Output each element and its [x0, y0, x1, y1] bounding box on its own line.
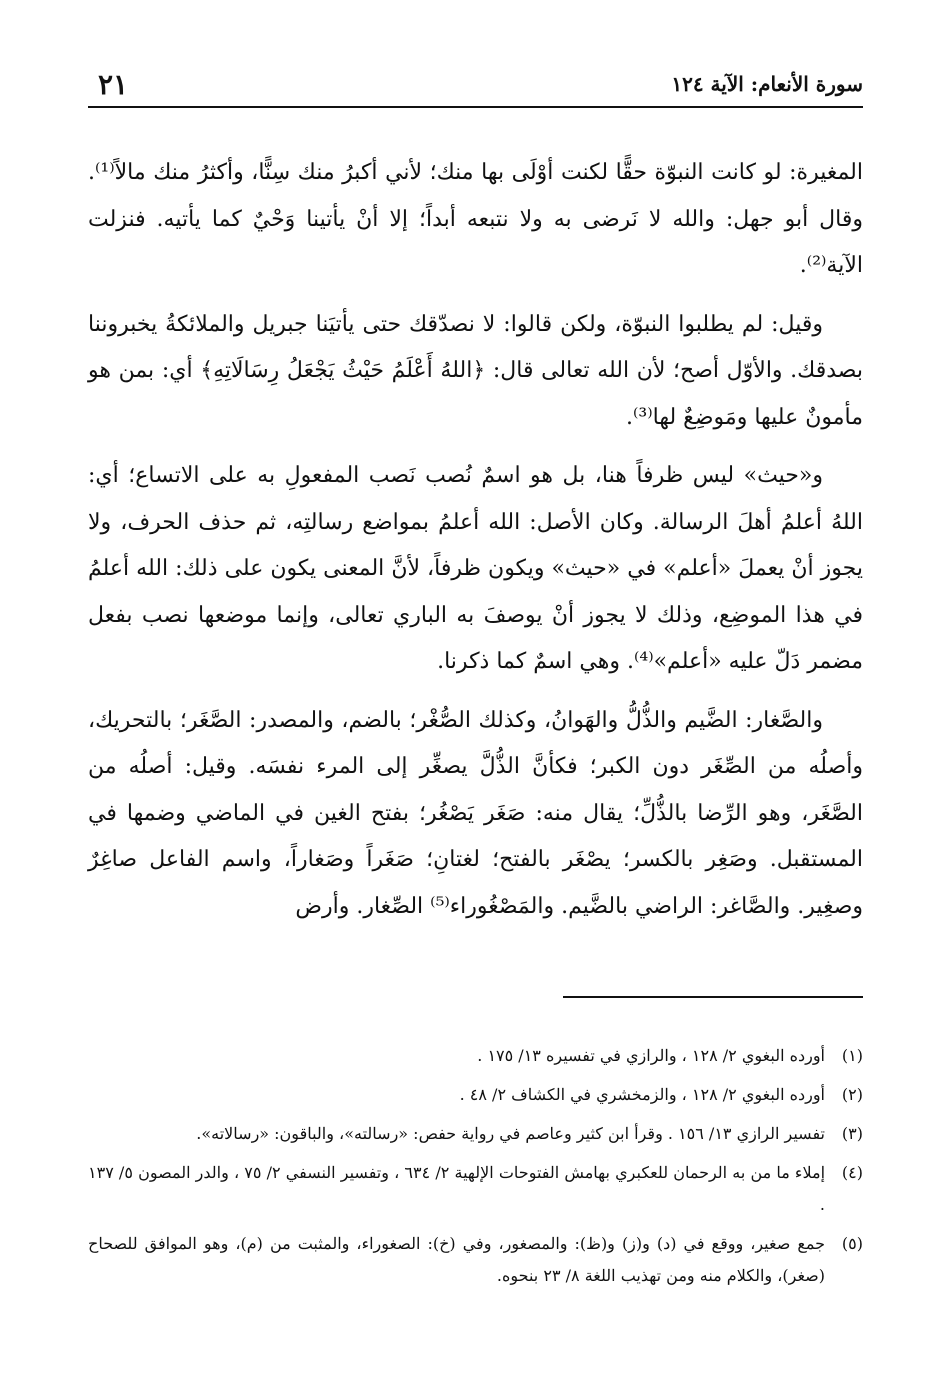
running-title: سورة الأنعام: الآية ١٢٤	[671, 72, 863, 96]
footnotes	[88, 1040, 863, 1299]
paragraph: وقيل: لم يطلبوا النبوّة، ولكن قالوا: لا نصدّقك حتى يأتيَنا جبريل والملائكةُ يخبروننا بصدقك. والأوّل أصح؛ لأن الله تعالى قال: ﴿اللهُ أَعْلَمُ حَيْثُ يَجْعَلُ رِسَالَاتِهِ﴾ أي: بمن هو مأمونٌ عليها ومَوضِعٌ لها⁽³⁾.	[88, 311, 863, 430]
footnote-number: (٢)	[841, 1085, 863, 1104]
footnote	[88, 1118, 863, 1150]
footnote-number: (٥)	[841, 1234, 863, 1253]
footnote-text: تفسير الرازي ١٣/ ١٥٦ . وقرأ ابن كثير وعاصم في رواية حفص: «رسالته»، والباقون: «رسالاته».	[196, 1124, 825, 1143]
footnote-number: (٣)	[841, 1124, 863, 1143]
paragraph: و«حيث» ليس ظرفاً هنا، بل هو اسمٌ نُصب نَصب المفعولِ به على الاتساع؛ أي: اللهُ أعلمُ أهلَ الرسالة. وكان الأصل: الله أعلمُ بمواضع رسالتِه، ثم حذف الحرف، ولا يجوز أنْ يعملَ «أعلم» في «حيث» ويكون ظرفاً، لأنَّ المعنى يكون على ذلك: الله أعلمُ في هذا الموضِع، وذلك لا يجوز أنْ يوصفَ به الباري تعالى، وإنما موضعها نصب بفعل مضمر دَلّ عليه «أعلم»⁽⁴⁾. وهي اسمٌ كما ذكرنا.	[88, 463, 863, 674]
footnote-number: (٤)	[841, 1163, 863, 1182]
page-number: ٢١	[98, 68, 129, 101]
footnote-text: أورده البغوي ٢/ ١٢٨ ، والزمخشري في الكشاف ٢/ ٤٨ .	[459, 1085, 825, 1104]
footnote-separator	[563, 996, 863, 998]
footnote	[88, 1040, 863, 1072]
footnote	[88, 1228, 863, 1292]
footnote-number: (١)	[841, 1046, 863, 1065]
paragraph: والصَّغار: الضَّيم والذُّلُّ والهَوانُ، وكذلك الصُّغْر؛ بالضم، والمصدر: الصَّغَر؛ بالتحريك، وأصلُه من الصِّغَر دون الكبر؛ فكأنَّ الذُّلَّ يصغِّر إلى المرء نفسَه. وقيل: أصلُه من الصَّغَر، وهو الرِّضا بالذُّلِّ؛ يقال منه: صَغَر يَصْغُر؛ بفتح الغين في الماضي وضمها في المستقبل. وصَغِر بالكسر؛ يصْغَر بالفتح؛ لغتانِ؛ صَغَراً وصَغاراً، واسم الفاعل صاغِرٌ وصغِير. والصَّاغر: الراضي بالضَّيم. والمَصْغُوراء⁽⁵⁾ الصِّغار. وأرض	[88, 707, 863, 919]
footnote-text: أورده البغوي ٢/ ١٢٨ ، والرازي في تفسيره ١٣/ ١٧٥ .	[477, 1046, 825, 1065]
footnote	[88, 1157, 863, 1221]
main-text	[88, 150, 863, 942]
footnote	[88, 1079, 863, 1111]
paragraph: المغيرة: لو كانت النبوّة حقًّا لكنت أوْلَى بها منك؛ لأني أكبرُ منك سِنًّا، وأكثرُ منك مالاً⁽¹⁾. وقال أبو جهل: والله لا نَرضى به ولا نتبعه أبداً؛ إلا أنْ يأتينا وَحْيٌ كما يأتيه. فنزلت الآية⁽²⁾.	[88, 160, 863, 278]
footnote-text: جمع صغير، ووقع في (د) و(ز) و(ظ): والمصغور، وفي (خ): الصغوراء، والمثبت من (م)، وهو الموافق للصحاح (صغر)، والكلام منه ومن تهذيب اللغة ٨/ ٢٣ بنحوه.	[88, 1234, 825, 1285]
footnote-text: إملاء ما من به الرحمان للعكبري بهامش الفتوحات الإلهية ٢/ ٦٣٤ ، وتفسير النسفي ٢/ ٧٥ ، والدر المصون ٥/ ١٣٧ .	[88, 1163, 826, 1214]
page-header	[88, 66, 863, 108]
